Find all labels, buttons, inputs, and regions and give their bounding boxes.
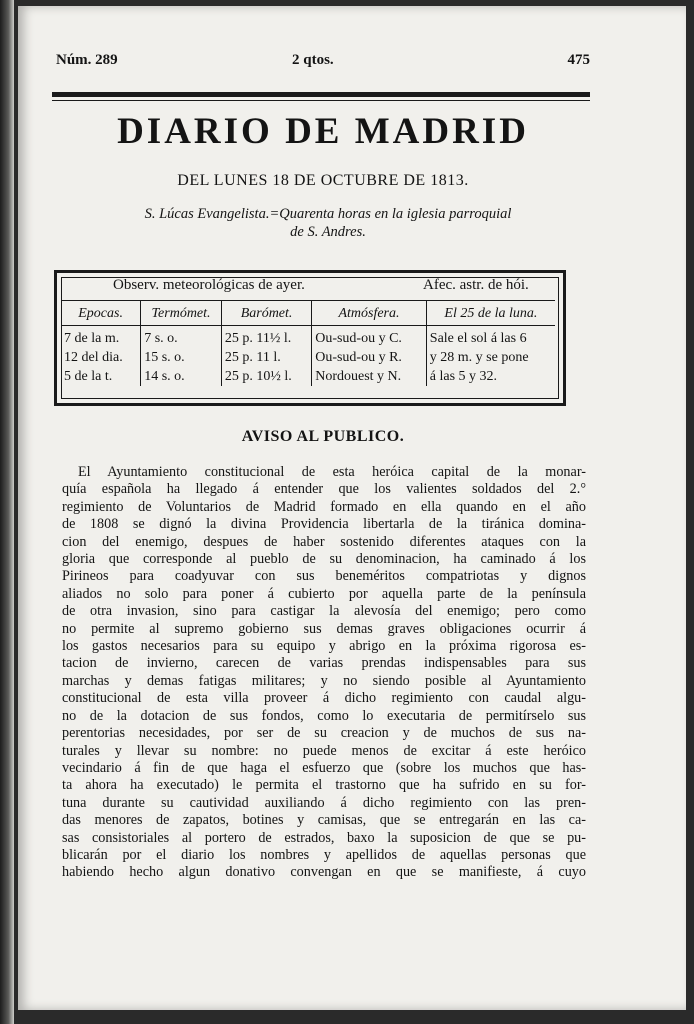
text-line: de otra invasion, sino para castigar la alevosía del enemigo; pero como	[62, 603, 586, 620]
saint-line-1: S. Lúcas Evangelista.=Quarenta horas en la iglesia parroquial	[144, 206, 512, 222]
text-line: habiendo hecho algun donativo convengan en que se manifieste, á cuyo	[62, 864, 586, 881]
table-cell: Ou-sud-ou y R.	[312, 348, 427, 367]
text-line: cion del enemigo, despues de haber sostenido diferentes ataques con la	[62, 533, 586, 550]
text-line: no permite al supremo gobierno sus demas graves obligaciones ocurrir á	[62, 620, 586, 637]
meteo-col-barometro: Barómet.	[221, 301, 311, 326]
text-line: gloria que corresponde al pueblo de su denominacion, ha caminado á los	[62, 551, 586, 568]
table-cell: Sale el sol á las 6	[426, 326, 555, 349]
meteo-heading-left: Observ. meteorológicas de ayer.	[113, 277, 305, 293]
table-cell: 15 s. o.	[141, 348, 222, 367]
meteo-heading	[57, 277, 563, 301]
text-line: sas consistoriales al portero de estrados, baxo la suposicion de que se pu-	[62, 829, 586, 846]
text-line: de 1808 se dignó la divina Providencia libertarla de la tiránica domina-	[62, 516, 586, 533]
text-line: regimiento de Voluntarios de Madrid formado en ella quando en el año	[62, 498, 586, 515]
issue-price: 2 qtos.	[292, 52, 334, 68]
meteo-heading-right: Afec. astr. de hói.	[423, 277, 529, 293]
table-cell: Nordouest y N.	[312, 367, 427, 386]
meteo-col-termometro: Termómet.	[141, 301, 222, 326]
meteo-data-table	[61, 300, 555, 386]
page-number: 475	[567, 52, 590, 68]
masthead-rule	[52, 92, 590, 97]
meteo-col-epocas: Epocas.	[61, 301, 141, 326]
table-cell: 25 p. 11½ l.	[221, 326, 311, 349]
text-line: Pirineos para coadyuvar con sus beneméritos compatriotas y dignos	[62, 568, 586, 585]
text-line: ta ahora ha executado) le permita el trastorno que ha sufrido en su for-	[62, 777, 586, 794]
text-line: no de la dotacion de sus fondos, como lo executaria de permitírselo sus	[62, 707, 586, 724]
table-cell: 7 s. o.	[141, 326, 222, 349]
issue-number: Núm. 289	[56, 52, 118, 68]
table-row	[61, 348, 555, 367]
issue-date: DEL LUNES 18 DE OCTUBRE DE 1813.	[177, 172, 469, 189]
text-line: constitucional de esta villa proveer á dicho regimiento con caudal algu-	[62, 690, 586, 707]
table-cell: 12 del dia.	[64, 350, 123, 365]
meteo-col-luna: El 25 de la luna.	[426, 301, 555, 326]
text-line: los gastos necesarios para su equipo y abrigo en la próxima rigorosa es-	[62, 638, 586, 655]
text-line: quía española ha llegado á entender que los valientes soldados del 2.°	[62, 481, 586, 498]
text-line: blicarán por el diario los nombres y apellidos de aquellas personas que	[62, 846, 586, 863]
notice-body	[62, 464, 586, 882]
table-cell: á las 5 y 32.	[426, 367, 555, 386]
meteo-col-atmosfera: Atmósfera.	[312, 301, 427, 326]
text-line: turales y llevar su nombre: no puede menos de excitar á este heróico	[62, 742, 586, 759]
text-line: El Ayuntamiento constitucional de esta heróica capital de la monar-	[78, 464, 586, 480]
notice-title: AVISO AL PUBLICO.	[241, 428, 405, 445]
text-line: marchas y demas fatigas militares; y no siendo posible al Ayuntamiento	[62, 672, 586, 689]
saint-of-day	[58, 205, 598, 241]
table-cell: y 28 m. y se pone	[426, 348, 555, 367]
text-line: vecindario á fin de que haga el esfuerzo que (sobre los muchos que has-	[62, 759, 586, 776]
masthead-rule-thin	[52, 100, 590, 101]
text-line: perentorias necesidades, por ser de su creacion y de muchos de sus na-	[62, 725, 586, 742]
text-line: aliados no solo para poner á cubierto por aquella parte de la península	[62, 585, 586, 602]
newspaper-title: DIARIO DE MADRID	[117, 111, 529, 152]
text-line: das menores de zapatos, botines y camisas, que se entregarán en las ca-	[62, 812, 586, 829]
text-line: tacion de invierno, carecen de varias prendas indispensables para sus	[62, 655, 586, 672]
table-cell: Ou-sud-ou y C.	[312, 326, 427, 349]
table-cell: 25 p. 10½ l.	[221, 367, 311, 386]
table-cell: 5 de la t.	[64, 369, 113, 384]
meteo-header-row	[61, 301, 555, 326]
table-row	[61, 326, 555, 349]
table-cell: 7 de la m.	[64, 331, 120, 346]
saint-line-2: de S. Andres.	[290, 224, 366, 240]
meteorological-table	[54, 270, 566, 406]
table-cell: 25 p. 11 l.	[221, 348, 311, 367]
table-cell: 14 s. o.	[141, 367, 222, 386]
text-line: tuna durante su cautividad auxiliando á dicho regimiento con las pren-	[62, 794, 586, 811]
newspaper-page	[18, 6, 686, 1010]
book-spine	[0, 0, 14, 1024]
table-row	[61, 367, 555, 386]
